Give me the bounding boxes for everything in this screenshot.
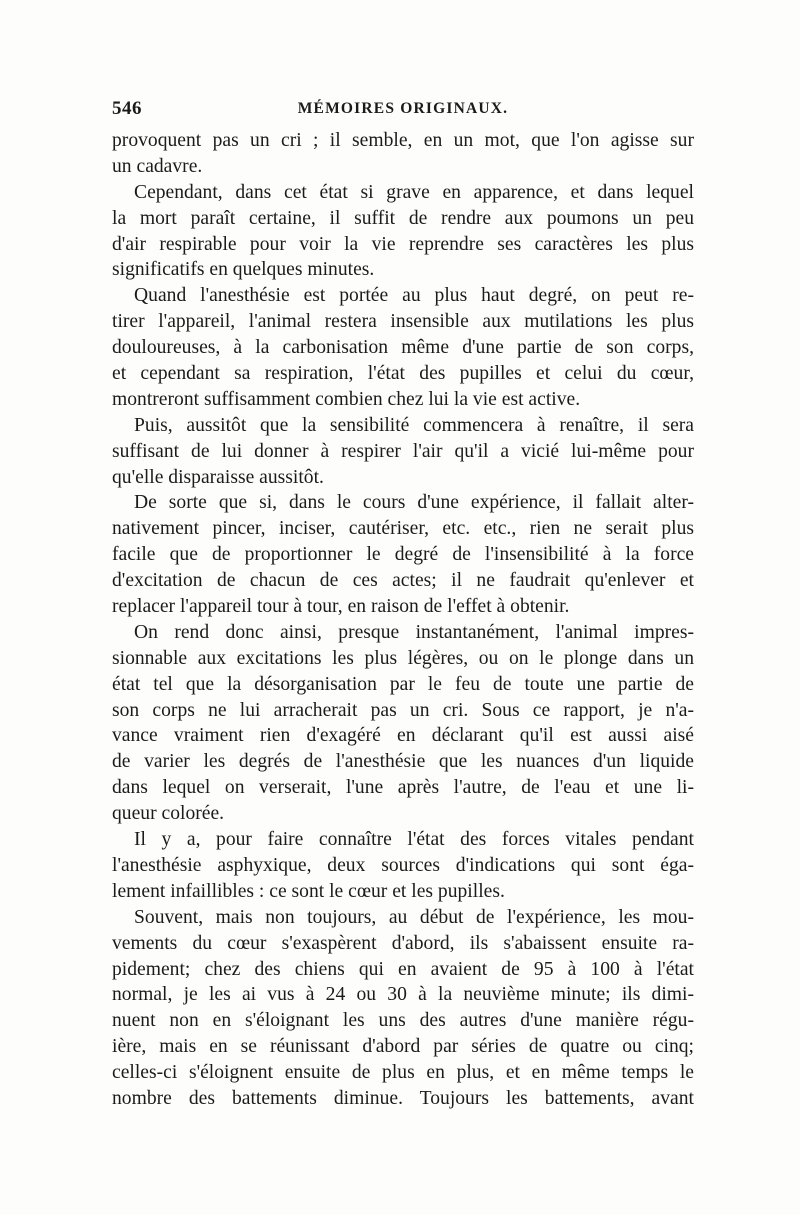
text-line: significatifs en quelques minutes.: [112, 259, 375, 281]
text-line: état tel que la désorganisation par le feu de toute une partie de: [112, 673, 694, 695]
text-line: nuent non en s'éloignant les uns des autres d'une manière régu-: [112, 1010, 694, 1032]
text-line: douloureuses, à la carbonisation même d'une partie de son corps,: [112, 337, 694, 359]
text-line: vements du cœur s'exaspèrent d'abord, ils s'abaissent ensuite ra-: [112, 932, 694, 954]
page-header: [112, 98, 694, 122]
text-line: qu'elle disparaisse aussitôt.: [112, 466, 324, 488]
text-line: un cadavre.: [112, 155, 203, 177]
text-line: dans lequel on verserait, l'une après l'autre, de l'eau et une li-: [112, 777, 694, 799]
text-line: Quand l'anesthésie est portée au plus haut degré, on peut re-: [134, 285, 694, 307]
text-line: Puis, aussitôt que la sensibilité commencera à renaître, il sera: [134, 414, 694, 436]
text-line: normal, je les ai vus à 24 ou 30 à la neuvième minute; ils dimi-: [112, 984, 694, 1006]
text-line: d'air respirable pour voir la vie reprendre ses caractères les plus: [112, 233, 694, 255]
text-line: de varier les degrés de l'anesthésie que les nuances d'un liquide: [112, 751, 694, 773]
page-number: 546: [112, 98, 142, 119]
text-line: suffisant de lui donner à respirer l'air qu'il a vicié lui-même pour: [112, 440, 694, 462]
text-line: Cependant, dans cet état si grave en apparence, et dans lequel: [134, 181, 694, 203]
text-line: et cependant sa respiration, l'état des pupilles et celui du cœur,: [112, 363, 694, 385]
text-line: d'excitation de chacun de ces actes; il ne faudrait qu'enlever et: [112, 570, 694, 592]
text-line: montreront suffisamment combien chez lui la vie est active.: [112, 388, 581, 410]
text-line: On rend donc ainsi, presque instantanément, l'animal impres-: [134, 621, 694, 643]
text-line: ière, mais en se réunissant d'abord par séries de quatre ou cinq;: [112, 1036, 694, 1058]
text-line: la mort paraît certaine, il suffit de rendre aux poumons un peu: [112, 207, 694, 229]
text-line: lement infaillibles : ce sont le cœur et les pupilles.: [112, 880, 505, 902]
text-line: replacer l'appareil tour à tour, en raison de l'effet à obtenir.: [112, 596, 570, 618]
text-line: De sorte que si, dans le cours d'une expérience, il fallait alter-: [134, 492, 694, 514]
text-line: vance vraiment rien d'exagéré en déclarant qu'il est aussi aisé: [112, 725, 694, 747]
text-line: Souvent, mais non toujours, au début de l'expérience, les mou-: [134, 906, 694, 928]
text-line: sionnable aux excitations les plus légères, ou on le plonge dans un: [112, 647, 694, 669]
text-line: facile que de proportionner le degré de l'insensibilité à la force: [112, 544, 694, 566]
text-line: nativement pincer, inciser, cautériser, etc. etc., rien ne serait plus: [112, 518, 694, 540]
text-line: l'anesthésie asphyxique, deux sources d'indications qui sont éga-: [112, 854, 694, 876]
body-text: [112, 128, 694, 1112]
text-line: celles-ci s'éloignent ensuite de plus en plus, et en même temps le: [112, 1062, 694, 1084]
text-line: Il y a, pour faire connaître l'état des forces vitales pendant: [134, 829, 694, 851]
text-line: queur colorée.: [112, 803, 225, 825]
text-line: tirer l'appareil, l'animal restera insensible aux mutilations les plus: [112, 311, 694, 333]
running-title: MÉMOIRES ORIGINAUX.: [297, 100, 509, 117]
text-line: pidement; chez des chiens qui en avaient de 95 à 100 à l'état: [112, 958, 694, 980]
text-line: provoquent pas un cri ; il semble, en un mot, que l'on agisse sur: [112, 130, 694, 151]
text-line: nombre des battements diminue. Toujours les battements, avant: [112, 1087, 694, 1109]
text-line: son corps ne lui arracherait pas un cri. Sous ce rapport, je n'a-: [112, 699, 694, 721]
